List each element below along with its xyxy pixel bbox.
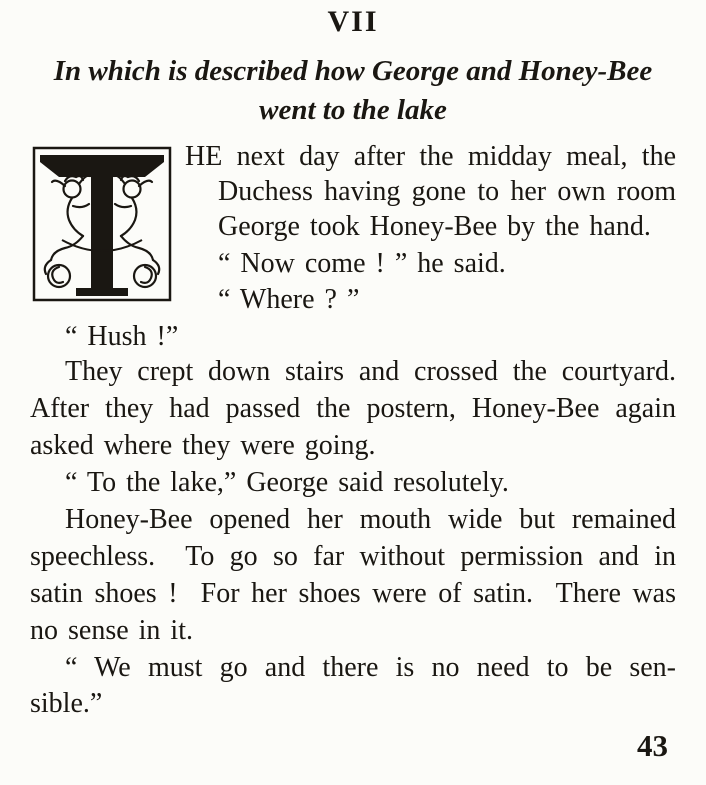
text-line: Honey-Bee opened her mouth wide but remained	[65, 504, 676, 535]
text-line: no sense in it.	[30, 615, 193, 646]
text-line: George took Honey-Bee by the hand.	[218, 211, 651, 242]
chapter-number: VII	[327, 5, 379, 38]
text-line: satin shoes ! For her shoes were of satin. There was	[30, 578, 676, 609]
chapter-subtitle-line2: went to the lake	[259, 94, 447, 126]
text-line: sible.”	[30, 688, 103, 719]
text-line: “ Now come ! ” he said.	[218, 248, 506, 279]
page-number: 43	[637, 728, 668, 763]
chapter-subtitle	[0, 52, 706, 130]
text-line: HE next day after the midday meal, the	[185, 141, 676, 172]
chapter-subtitle-line1: In which is described how George and Honey-Bee	[53, 55, 653, 87]
text-line: Duchess having gone to her own room	[218, 176, 676, 207]
text-line: “ To the lake,” George said resolutely.	[65, 467, 509, 498]
text-line: They crept down stairs and crossed the courtyard.	[65, 356, 676, 387]
text-line: speechless. To go so far without permission and in	[30, 541, 676, 572]
text-line: asked where they were going.	[30, 430, 376, 461]
text-line: After they had passed the postern, Honey-Bee again	[30, 393, 676, 424]
drop-cap-woodcut-initial-icon	[32, 146, 172, 302]
text-line: “ We must go and there is no need to be sen-	[65, 652, 676, 683]
text-line: “ Where ? ”	[218, 284, 360, 315]
text-line: “ Hush !”	[65, 321, 179, 352]
